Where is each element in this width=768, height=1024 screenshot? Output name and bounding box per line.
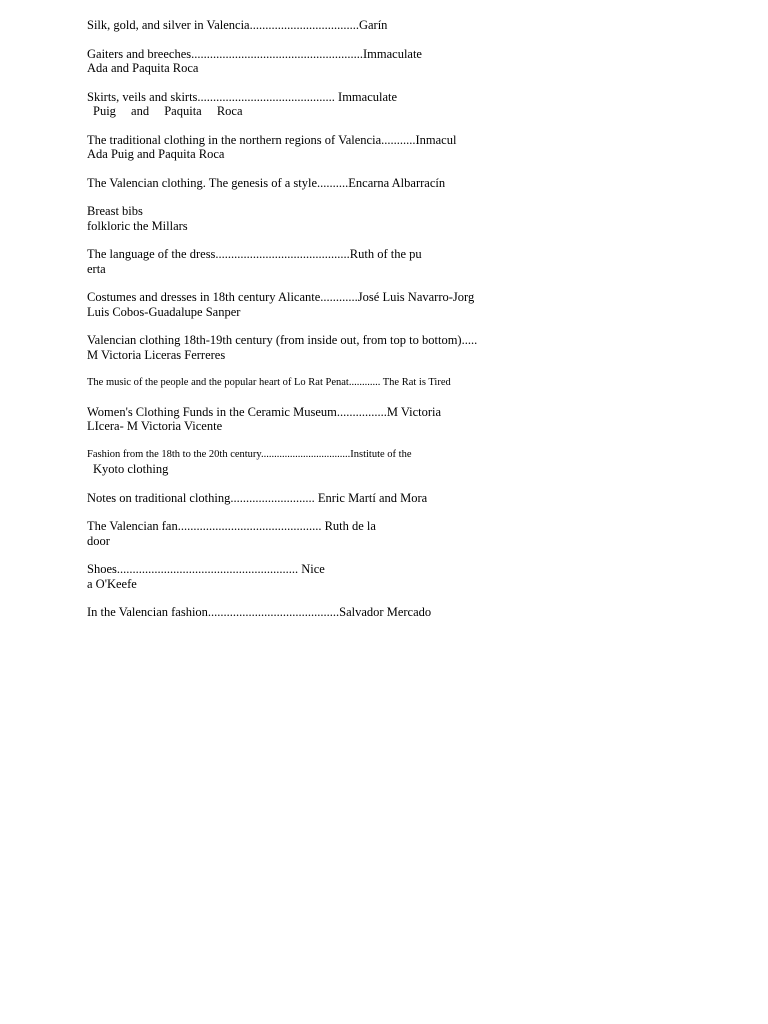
toc-entry-author-line: door <box>87 533 110 548</box>
toc-entry-title-line: The Valencian clothing. The genesis of a style..........Encarna Albarracín <box>87 175 446 190</box>
table-of-contents <box>87 18 507 634</box>
toc-entry-title-line: Gaiters and breeches.......................................................Immaculate <box>87 46 422 61</box>
toc-entry <box>87 562 507 591</box>
toc-entry-title-line: The language of the dress...........................................Ruth of the pu <box>87 247 422 261</box>
toc-entry-author-line: Kyoto clothing <box>93 462 169 476</box>
toc-entry-title-line: Costumes and dresses in 18th century Alicante............José Luis Navarro-Jorg <box>87 290 475 304</box>
toc-entry-author-line: a O'Keefe <box>87 576 137 591</box>
toc-entry-title-line: Women's Clothing Funds in the Ceramic Museum................M Victoria <box>87 404 442 419</box>
toc-entry <box>87 290 507 319</box>
toc-entry <box>87 133 507 162</box>
toc-entry-title-line: Shoes.......................................................... Nice <box>87 562 325 576</box>
toc-entry-author-line: Ada and Paquita Roca <box>87 61 199 75</box>
toc-entry-title-line: Fashion from the 18th to the 20th century..................................Institute of the <box>87 448 412 460</box>
toc-entry-title-line: Breast bibs <box>87 204 143 218</box>
toc-entry <box>87 376 507 391</box>
toc-entry <box>87 405 507 434</box>
toc-entry <box>87 90 507 119</box>
toc-entry <box>87 448 507 477</box>
toc-entry <box>87 605 507 620</box>
toc-entry-title-line: The traditional clothing in the northern regions of Valencia...........Inmacul <box>87 132 457 147</box>
toc-entry <box>87 333 507 362</box>
toc-entry <box>87 18 507 33</box>
toc-entry-title-line: Valencian clothing 18th-19th century (from inside out, from top to bottom)..... <box>87 333 478 347</box>
toc-entry-title-line: Skirts, veils and skirts............................................ Immaculate <box>87 89 398 104</box>
toc-entry <box>87 47 507 76</box>
toc-entry-title-line: The Valencian fan.............................................. Ruth de la <box>87 519 376 533</box>
toc-entry-title-line: In the Valencian fashion..........................................Salvador Mercado <box>87 605 432 619</box>
toc-entry <box>87 519 507 548</box>
toc-entry <box>87 491 507 506</box>
toc-entry-title-line: Notes on traditional clothing........................... Enric Martí and Mora <box>87 490 428 505</box>
toc-entry-author-line: LIcera- M Victoria Vicente <box>87 419 223 433</box>
toc-entry-author-line: M Victoria Liceras Ferreres <box>87 347 226 362</box>
toc-entry-title-line: The music of the people and the popular heart of Lo Rat Penat............ The Rat is Tired <box>87 377 451 388</box>
toc-entry-title-line: Silk, gold, and silver in Valencia...................................Garín <box>87 18 388 32</box>
toc-entry-author-line: erta <box>87 261 106 276</box>
toc-entry-author-line: Luis Cobos-Guadalupe Sanper <box>87 304 241 319</box>
toc-entry-author-line: Ada Puig and Paquita Roca <box>87 147 225 161</box>
toc-entry <box>87 176 507 191</box>
toc-entry <box>87 247 507 276</box>
toc-entry <box>87 204 507 233</box>
toc-entry-author-line: Puig and Paquita Roca <box>93 104 243 118</box>
toc-entry-author-line: folkloric the Millars <box>87 218 188 233</box>
